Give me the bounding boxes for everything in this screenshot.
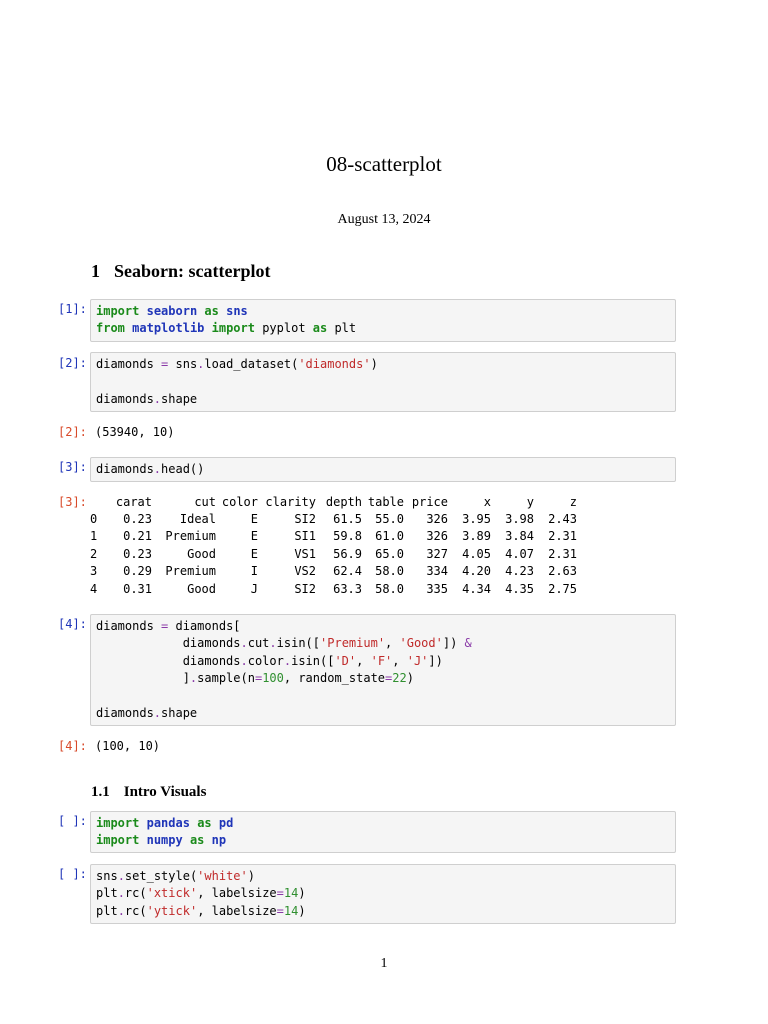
code-token: set_style( bbox=[124, 869, 198, 883]
code-token: load_dataset( bbox=[204, 357, 299, 371]
table-cell: 63.3 bbox=[333, 581, 362, 596]
code-token: . bbox=[153, 462, 162, 476]
code-token: as bbox=[312, 321, 328, 336]
input-prompt: [4]: bbox=[58, 617, 87, 631]
code-token: color bbox=[247, 653, 284, 668]
row-index: 2 bbox=[90, 546, 98, 561]
code-text bbox=[96, 461, 670, 478]
code-token: . bbox=[269, 636, 277, 651]
code-text bbox=[96, 868, 670, 920]
code-token bbox=[212, 816, 219, 830]
code-token: , labelsize bbox=[197, 886, 277, 901]
code-token: sns bbox=[168, 357, 198, 371]
table-cell: 58.0 bbox=[375, 581, 404, 596]
code-token: sns bbox=[96, 869, 118, 883]
dataframe-header-row bbox=[90, 493, 577, 510]
table-cell: 2.63 bbox=[548, 564, 577, 579]
table-cell: 0.21 bbox=[123, 529, 152, 544]
column-header: cut bbox=[194, 494, 216, 509]
column-header: depth bbox=[325, 494, 362, 509]
code-token: ) bbox=[298, 886, 306, 901]
code-token: , labelsize bbox=[197, 903, 277, 918]
table-cell: 2.43 bbox=[548, 512, 577, 527]
table-cell: 4.07 bbox=[505, 546, 534, 561]
input-prompt: [1]: bbox=[58, 302, 87, 316]
code-token: sns bbox=[226, 304, 248, 318]
code-token: = bbox=[276, 903, 284, 918]
code-token: plt bbox=[96, 886, 118, 901]
table-cell: Good bbox=[187, 581, 216, 596]
table-cell: Premium bbox=[165, 564, 216, 579]
code-token: diamonds bbox=[96, 653, 241, 668]
code-token: , bbox=[356, 653, 371, 668]
code-token: , bbox=[392, 653, 407, 668]
table-cell: 58.0 bbox=[375, 564, 404, 579]
table-cell: E bbox=[250, 546, 258, 561]
table-cell: 0.29 bbox=[123, 564, 152, 579]
table-cell: 334 bbox=[426, 564, 448, 579]
code-token: , random_state bbox=[283, 671, 386, 686]
code-token bbox=[204, 321, 211, 335]
code-token: . bbox=[283, 653, 292, 668]
code-token: numpy bbox=[146, 833, 183, 848]
input-prompt: [3]: bbox=[58, 460, 87, 474]
table-cell: E bbox=[250, 512, 258, 527]
code-token: 'J' bbox=[406, 653, 429, 668]
dataframe-row bbox=[90, 545, 577, 562]
column-header: x bbox=[483, 494, 491, 509]
code-token: . bbox=[117, 869, 125, 883]
code-token: 'Good' bbox=[399, 636, 443, 651]
code-token bbox=[204, 833, 211, 847]
table-cell: 3.89 bbox=[462, 529, 491, 544]
table-cell: 62.4 bbox=[333, 564, 362, 579]
output-prompt: [3]: bbox=[58, 495, 87, 509]
code-token: . bbox=[117, 903, 125, 918]
subsection-heading bbox=[91, 784, 206, 801]
table-cell: VS2 bbox=[294, 564, 316, 579]
table-cell: 2.31 bbox=[548, 546, 577, 561]
table-cell: I bbox=[250, 564, 258, 579]
table-cell: VS1 bbox=[294, 546, 316, 561]
table-cell: 2.31 bbox=[548, 529, 577, 544]
code-token: = bbox=[161, 357, 169, 371]
code-token: . bbox=[240, 636, 248, 651]
table-cell: 4.23 bbox=[505, 564, 534, 579]
code-token: diamonds[ bbox=[168, 619, 241, 633]
row-index: 3 bbox=[90, 564, 98, 579]
code-token: 14 bbox=[283, 903, 299, 918]
code-text bbox=[96, 356, 670, 408]
column-header: z bbox=[569, 494, 577, 509]
code-text bbox=[96, 618, 670, 722]
code-token: pandas bbox=[146, 816, 190, 830]
code-cell[interactable] bbox=[90, 352, 676, 412]
code-token: 'Premium' bbox=[320, 636, 386, 651]
column-header bbox=[90, 493, 104, 510]
code-token: from bbox=[96, 321, 125, 336]
row-index: 4 bbox=[90, 581, 98, 596]
code-token: , bbox=[385, 636, 400, 651]
output-prompt: [2]: bbox=[58, 425, 87, 439]
column-header: y bbox=[526, 494, 534, 509]
code-token: . bbox=[197, 357, 205, 371]
page-number: 1 bbox=[380, 956, 388, 971]
code-token: 'ytick' bbox=[146, 903, 198, 918]
table-cell: 2.75 bbox=[548, 581, 577, 596]
output-prompt: [4]: bbox=[58, 739, 87, 753]
code-token: 14 bbox=[283, 886, 299, 901]
code-token: diamonds bbox=[96, 706, 154, 721]
document-date: August 13, 2024 bbox=[337, 212, 431, 227]
table-cell: 3.84 bbox=[505, 529, 534, 544]
column-header: carat bbox=[115, 494, 152, 509]
row-index: 0 bbox=[90, 512, 98, 527]
code-token: diamonds bbox=[96, 462, 154, 476]
table-cell: 3.98 bbox=[505, 512, 534, 527]
code-token: ] bbox=[96, 671, 190, 686]
code-token: as bbox=[197, 816, 212, 830]
code-token bbox=[139, 816, 146, 830]
code-token: pd bbox=[218, 816, 234, 830]
code-token: 100 bbox=[262, 671, 284, 686]
table-cell: SI2 bbox=[294, 512, 316, 527]
code-token: ]) bbox=[428, 653, 443, 668]
table-cell: 59.8 bbox=[333, 529, 362, 544]
code-token: seaborn bbox=[146, 304, 198, 318]
code-cell[interactable] bbox=[90, 457, 676, 482]
code-text bbox=[96, 303, 670, 338]
dataframe-row bbox=[90, 528, 577, 545]
row-index: 1 bbox=[90, 529, 98, 544]
code-token: = bbox=[276, 886, 284, 901]
code-token: . bbox=[117, 886, 125, 901]
section-number: 1 bbox=[91, 261, 100, 281]
table-cell: 3.95 bbox=[462, 512, 491, 527]
code-cell[interactable] bbox=[90, 614, 676, 726]
table-cell: 0.23 bbox=[123, 512, 152, 527]
dataframe-row bbox=[90, 580, 577, 597]
code-token: ]) bbox=[442, 636, 465, 651]
output-text: (53940, 10) bbox=[95, 425, 175, 439]
code-token: ) bbox=[247, 869, 255, 883]
code-token: ) bbox=[298, 903, 306, 918]
code-token bbox=[219, 304, 226, 318]
table-cell: 4.20 bbox=[462, 564, 491, 579]
table-cell: Good bbox=[187, 546, 216, 561]
code-token: rc( bbox=[124, 903, 147, 918]
input-prompt: [2]: bbox=[58, 356, 87, 370]
table-cell: 326 bbox=[426, 512, 448, 527]
table-cell: 4.05 bbox=[462, 546, 491, 561]
code-token: cut bbox=[247, 636, 270, 651]
code-token bbox=[183, 833, 190, 847]
code-token: as bbox=[204, 304, 219, 318]
column-header: price bbox=[411, 494, 448, 509]
column-header: table bbox=[367, 494, 404, 509]
code-cell[interactable] bbox=[90, 811, 676, 853]
table-cell: 0.31 bbox=[123, 581, 152, 596]
code-token: import bbox=[96, 833, 140, 848]
table-cell: 335 bbox=[426, 581, 448, 596]
column-header: clarity bbox=[265, 494, 316, 509]
code-token: np bbox=[211, 833, 227, 848]
code-token: isin([ bbox=[291, 653, 335, 668]
code-token: 'D' bbox=[334, 653, 357, 668]
code-token: . bbox=[240, 653, 248, 668]
subsection-title: Intro Visuals bbox=[123, 784, 207, 800]
code-token bbox=[139, 304, 146, 318]
table-cell: Premium bbox=[165, 529, 216, 544]
table-cell: SI1 bbox=[294, 529, 316, 544]
table-cell: 61.0 bbox=[375, 529, 404, 544]
code-token: 'diamonds' bbox=[298, 357, 371, 371]
code-text bbox=[96, 815, 670, 850]
document-title: 08-scatterplot bbox=[326, 152, 442, 176]
column-header: color bbox=[221, 494, 258, 509]
code-token: 'xtick' bbox=[146, 886, 198, 901]
code-cell[interactable] bbox=[90, 864, 676, 924]
code-token: diamonds bbox=[96, 619, 162, 633]
code-token: ) bbox=[406, 671, 414, 686]
code-token: import bbox=[96, 304, 140, 318]
code-token bbox=[139, 833, 146, 847]
code-token: = bbox=[254, 671, 263, 686]
input-prompt: [ ]: bbox=[58, 814, 87, 828]
code-token: head() bbox=[161, 462, 205, 476]
input-prompt: [ ]: bbox=[58, 867, 87, 881]
table-cell: 327 bbox=[426, 546, 448, 561]
code-token: plt bbox=[327, 321, 357, 336]
code-token: 22 bbox=[392, 671, 407, 686]
code-token: . bbox=[189, 671, 198, 686]
table-cell: 0.23 bbox=[123, 546, 152, 561]
code-token: ) bbox=[370, 357, 378, 371]
dataframe-row bbox=[90, 510, 577, 527]
table-cell: 326 bbox=[426, 529, 448, 544]
subsection-number: 1.1 bbox=[91, 784, 110, 800]
code-token: & bbox=[464, 636, 472, 651]
table-cell: 61.5 bbox=[333, 512, 362, 527]
code-token: rc( bbox=[124, 886, 147, 901]
table-cell: 4.34 bbox=[462, 581, 491, 596]
code-token: sample(n bbox=[197, 671, 255, 686]
code-token: matplotlib bbox=[132, 321, 205, 336]
table-cell: 65.0 bbox=[375, 546, 404, 561]
code-token: . bbox=[153, 706, 162, 721]
code-cell[interactable] bbox=[90, 299, 676, 342]
code-token: = bbox=[161, 619, 169, 633]
table-cell: Ideal bbox=[179, 512, 216, 527]
table-cell: 4.35 bbox=[505, 581, 534, 596]
code-token: shape bbox=[161, 706, 198, 721]
dataframe-table bbox=[90, 493, 577, 597]
section-heading bbox=[91, 261, 270, 282]
table-cell: SI2 bbox=[294, 581, 316, 596]
table-cell: E bbox=[250, 529, 258, 544]
code-token: import bbox=[96, 816, 140, 830]
code-token: diamonds bbox=[96, 357, 162, 371]
table-cell: 56.9 bbox=[333, 546, 362, 561]
code-token: diamonds bbox=[96, 636, 241, 651]
code-token: shape bbox=[161, 391, 198, 406]
code-token: 'F' bbox=[370, 653, 393, 668]
table-cell: 55.0 bbox=[375, 512, 404, 527]
code-token: as bbox=[189, 833, 205, 848]
dataframe-row bbox=[90, 563, 577, 580]
code-token: import bbox=[211, 321, 255, 336]
code-token: pyplot bbox=[254, 321, 313, 336]
output-text: (100, 10) bbox=[95, 739, 161, 753]
code-token: diamonds bbox=[96, 391, 154, 406]
code-token: . bbox=[153, 391, 162, 406]
code-token: 'white' bbox=[197, 869, 248, 883]
code-token: isin([ bbox=[276, 636, 321, 651]
table-cell: J bbox=[250, 581, 258, 596]
code-token: = bbox=[385, 671, 393, 686]
section-title: Seaborn: scatterplot bbox=[114, 261, 271, 281]
code-token: plt bbox=[96, 903, 118, 918]
